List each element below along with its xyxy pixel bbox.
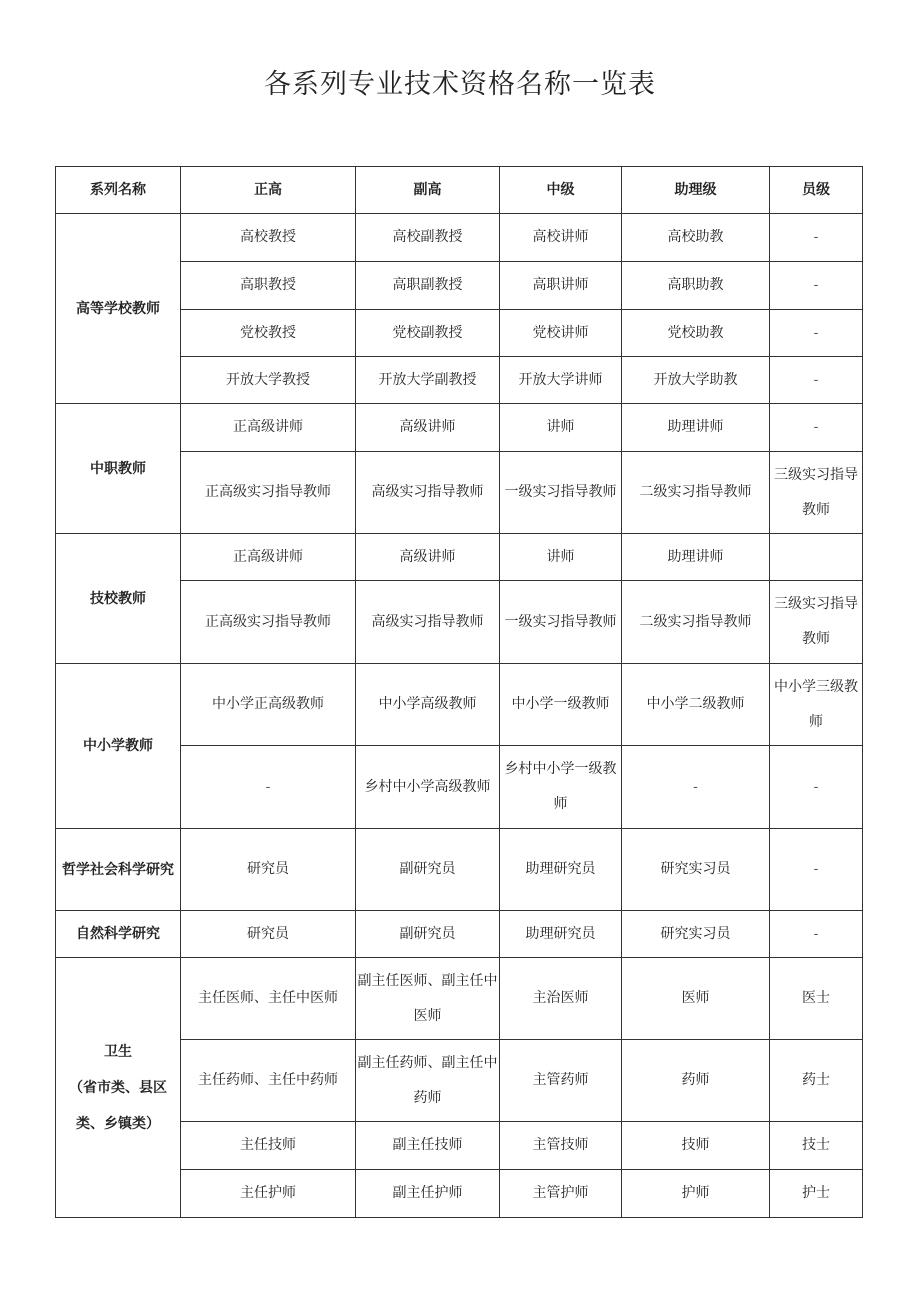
cell-junior: - (770, 357, 863, 404)
cell-assistant: 研究实习员 (622, 829, 770, 911)
cell-intermediate: 讲师 (500, 404, 622, 452)
header-junior: 员级 (770, 167, 863, 214)
cell-senior: 主任技师 (181, 1122, 356, 1170)
cell-junior: 三级实习指导教师 (770, 581, 863, 664)
cell-junior: - (770, 310, 863, 357)
cell-senior: 正高级讲师 (181, 534, 356, 581)
cell-associate-senior: 副主任医师、副主任中医师 (356, 958, 500, 1040)
cell-assistant: 护师 (622, 1170, 770, 1218)
cell-junior: - (770, 746, 863, 829)
cell-assistant: 药师 (622, 1040, 770, 1122)
cell-junior: - (770, 829, 863, 911)
cell-junior: 技士 (770, 1122, 863, 1170)
cell-senior: 主任药师、主任中药师 (181, 1040, 356, 1122)
cell-associate-senior: 高级讲师 (356, 404, 500, 452)
table-row (56, 911, 863, 958)
table-row (56, 664, 863, 746)
cell-assistant: 研究实习员 (622, 911, 770, 958)
header-row (56, 167, 863, 214)
cell-junior: 中小学三级教师 (770, 664, 863, 746)
cell-intermediate: 一级实习指导教师 (500, 581, 622, 664)
cell-associate-senior: 高级实习指导教师 (356, 452, 500, 534)
page-title: 各系列专业技术资格名称一览表 (264, 69, 656, 100)
table-body (56, 214, 863, 1218)
qualification-table (55, 166, 863, 1218)
cell-intermediate: 主管护师 (500, 1170, 622, 1218)
cell-senior: 正高级实习指导教师 (181, 452, 356, 534)
table-row (56, 404, 863, 452)
cell-junior: 药士 (770, 1040, 863, 1122)
cell-associate-senior: 中小学高级教师 (356, 664, 500, 746)
cell-senior: 高校教授 (181, 214, 356, 262)
header-senior: 正高 (181, 167, 356, 214)
cell-junior: 医士 (770, 958, 863, 1040)
cell-senior: 研究员 (181, 829, 356, 911)
cell-intermediate: 主管技师 (500, 1122, 622, 1170)
cell-assistant: 助理讲师 (622, 404, 770, 452)
cell-assistant: 二级实习指导教师 (622, 452, 770, 534)
cell-intermediate: 助理研究员 (500, 911, 622, 958)
cell-junior (770, 534, 863, 581)
cell-intermediate: 一级实习指导教师 (500, 452, 622, 534)
cell-assistant: 助理讲师 (622, 534, 770, 581)
cell-associate-senior: 高校副教授 (356, 214, 500, 262)
cell-intermediate: 党校讲师 (500, 310, 622, 357)
cell-junior: - (770, 911, 863, 958)
cell-associate-senior: 高级讲师 (356, 534, 500, 581)
series-name-cell: 哲学社会科学研究 (56, 829, 181, 911)
header-series: 系列名称 (56, 167, 181, 214)
cell-associate-senior: 高职副教授 (356, 262, 500, 310)
cell-senior: 正高级实习指导教师 (181, 581, 356, 664)
cell-assistant: 党校助教 (622, 310, 770, 357)
header-intermediate: 中级 (500, 167, 622, 214)
series-name-cell: 高等学校教师 (56, 214, 181, 404)
cell-assistant: 高校助教 (622, 214, 770, 262)
cell-intermediate: 开放大学讲师 (500, 357, 622, 404)
cell-senior: - (181, 746, 356, 829)
series-name-cell: 卫生 （省市类、县区类、乡镇类） (56, 958, 181, 1218)
cell-associate-senior: 党校副教授 (356, 310, 500, 357)
cell-intermediate: 主治医师 (500, 958, 622, 1040)
cell-intermediate: 乡村中小学一级教师 (500, 746, 622, 829)
series-name-cell: 自然科学研究 (56, 911, 181, 958)
cell-senior: 研究员 (181, 911, 356, 958)
cell-intermediate: 讲师 (500, 534, 622, 581)
cell-intermediate: 助理研究员 (500, 829, 622, 911)
cell-junior: 护士 (770, 1170, 863, 1218)
cell-assistant: 开放大学助教 (622, 357, 770, 404)
series-name-cell: 技校教师 (56, 534, 181, 664)
cell-associate-senior: 副主任技师 (356, 1122, 500, 1170)
cell-intermediate: 主管药师 (500, 1040, 622, 1122)
cell-senior: 主任护师 (181, 1170, 356, 1218)
cell-assistant: 技师 (622, 1122, 770, 1170)
cell-intermediate: 中小学一级教师 (500, 664, 622, 746)
cell-assistant: 高职助教 (622, 262, 770, 310)
cell-senior: 正高级讲师 (181, 404, 356, 452)
cell-associate-senior: 副研究员 (356, 829, 500, 911)
table-row (56, 214, 863, 262)
table-row (56, 534, 863, 581)
cell-assistant: - (622, 746, 770, 829)
cell-assistant: 中小学二级教师 (622, 664, 770, 746)
cell-intermediate: 高职讲师 (500, 262, 622, 310)
cell-intermediate: 高校讲师 (500, 214, 622, 262)
cell-associate-senior: 副研究员 (356, 911, 500, 958)
header-assistant: 助理级 (622, 167, 770, 214)
cell-associate-senior: 开放大学副教授 (356, 357, 500, 404)
cell-junior: 三级实习指导教师 (770, 452, 863, 534)
series-name-cell: 中职教师 (56, 404, 181, 534)
cell-junior: - (770, 214, 863, 262)
cell-junior: - (770, 262, 863, 310)
cell-associate-senior: 高级实习指导教师 (356, 581, 500, 664)
series-name-cell: 中小学教师 (56, 664, 181, 829)
cell-associate-senior: 副主任护师 (356, 1170, 500, 1218)
cell-senior: 高职教授 (181, 262, 356, 310)
table-row (56, 958, 863, 1040)
cell-associate-senior: 副主任药师、副主任中药师 (356, 1040, 500, 1122)
cell-senior: 开放大学教授 (181, 357, 356, 404)
header-associate-senior: 副高 (356, 167, 500, 214)
cell-senior: 主任医师、主任中医师 (181, 958, 356, 1040)
cell-senior: 党校教授 (181, 310, 356, 357)
cell-junior: - (770, 404, 863, 452)
cell-assistant: 二级实习指导教师 (622, 581, 770, 664)
cell-senior: 中小学正高级教师 (181, 664, 356, 746)
table-row (56, 829, 863, 911)
cell-assistant: 医师 (622, 958, 770, 1040)
cell-associate-senior: 乡村中小学高级教师 (356, 746, 500, 829)
